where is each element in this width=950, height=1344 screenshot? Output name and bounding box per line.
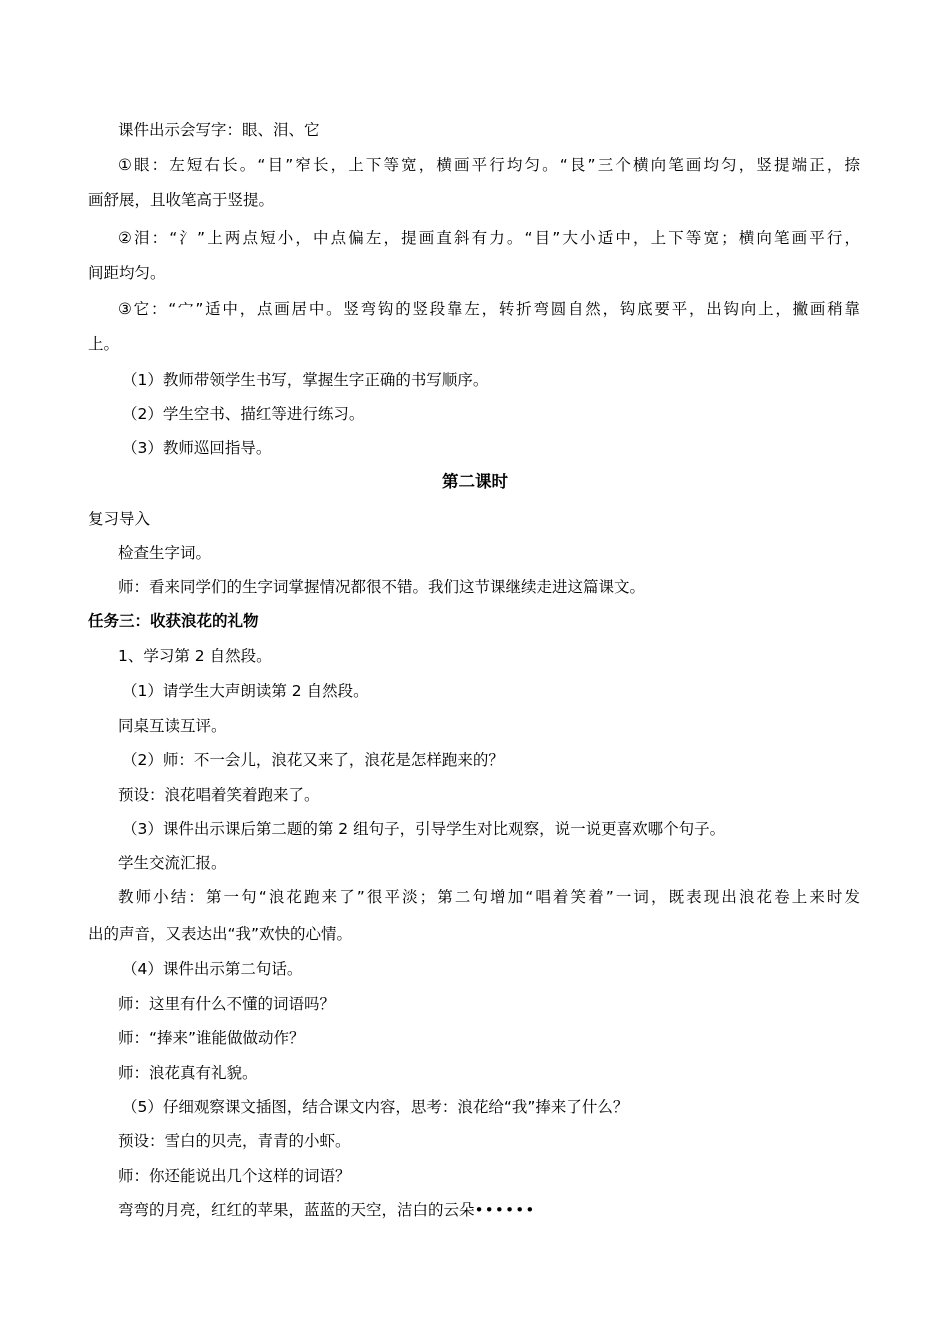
teacher-summary-line1: 教师小结：第一句“浪花跑来了”很平淡；第二句增加“唱着笑着”一词，既表现出浪花卷上来时发	[118, 888, 860, 906]
teacher-polite-waves: 师：浪花真有礼貌。	[118, 1064, 258, 1082]
step-compare-sentences: （3）课件出示课后第二题的第 2 组句子，引导学生对比观察，说一说更喜欢哪个句子。	[122, 820, 726, 838]
lesson-heading: 第二课时	[442, 472, 508, 491]
study-paragraph-2: 1、学习第 2 自然段。	[118, 647, 272, 665]
char-ta-line1: ③它：“宀”适中，点画居中。竖弯钩的竖段靠左，转折弯圆自然，钩底要平，出钩向上，撇画稍靠	[118, 300, 860, 318]
example-phrases-text: 弯弯的月亮，红红的苹果，蓝蓝的天空，洁白的云朵	[118, 1201, 475, 1219]
preset-answer-1: 预设：浪花唱着笑着跑来了。	[118, 786, 320, 804]
task-three-heading: 任务三：收获浪花的礼物	[88, 612, 259, 630]
example-phrases	[118, 1200, 535, 1220]
peer-review: 同桌互读互评。	[118, 717, 227, 735]
writing-step-3: （3）教师巡回指导。	[122, 439, 272, 457]
step-observe-illustration: （5）仔细观察课文插图，结合课文内容，思考：浪花给“我”捧来了什么？	[122, 1098, 629, 1116]
teacher-question-waves: （2）师：不一会儿，浪花又来了，浪花是怎样跑来的？	[122, 751, 504, 769]
char-yan-line2: 画舒展，且收笔高于竖提。	[88, 191, 275, 209]
step-show-second-sentence: （4）课件出示第二句话。	[122, 960, 303, 978]
teacher-gesture-question: 师：“捧来”谁能做做动作？	[118, 1029, 305, 1047]
step-read-aloud: （1）请学生大声朗读第 2 自然段。	[122, 682, 369, 700]
char-lei-line2: 间距均匀。	[88, 264, 166, 282]
teacher-more-words: 师：你还能说出几个这样的词语？	[118, 1167, 351, 1185]
teacher-transition: 师：看来同学们的生字词掌握情况都很不错。我们这节课继续走进这篇课文。	[118, 578, 646, 596]
teacher-unknown-words: 师：这里有什么不懂的词语吗？	[118, 995, 336, 1013]
char-ta-line2: 上。	[88, 335, 120, 353]
teacher-summary-line2: 出的声音，又表达出“我”欢快的心情。	[88, 925, 353, 943]
writing-step-2: （2）学生空书、描红等进行练习。	[122, 405, 365, 423]
ellipsis-dots: ••••••	[474, 1201, 536, 1219]
students-report: 学生交流汇报。	[118, 854, 227, 872]
review-intro-heading: 复习导入	[88, 510, 151, 528]
char-yan-line1: ①眼：左短右长。“目”窄长，上下等宽，横画平行均匀。“艮”三个横向笔画均匀，竖提端正，捺	[118, 156, 860, 174]
writing-step-1: （1）教师带领学生书写，掌握生字正确的书写顺序。	[122, 371, 489, 389]
writing-characters-intro: 课件出示会写字：眼、泪、它	[118, 121, 320, 139]
check-words: 检查生字词。	[118, 544, 212, 562]
preset-answer-2: 预设：雪白的贝壳，青青的小虾。	[118, 1132, 351, 1150]
char-lei-line1: ②泪：“氵”上两点短小，中点偏左，提画直斜有力。“目”大小适中，上下等宽；横向笔画平行，	[118, 229, 860, 247]
